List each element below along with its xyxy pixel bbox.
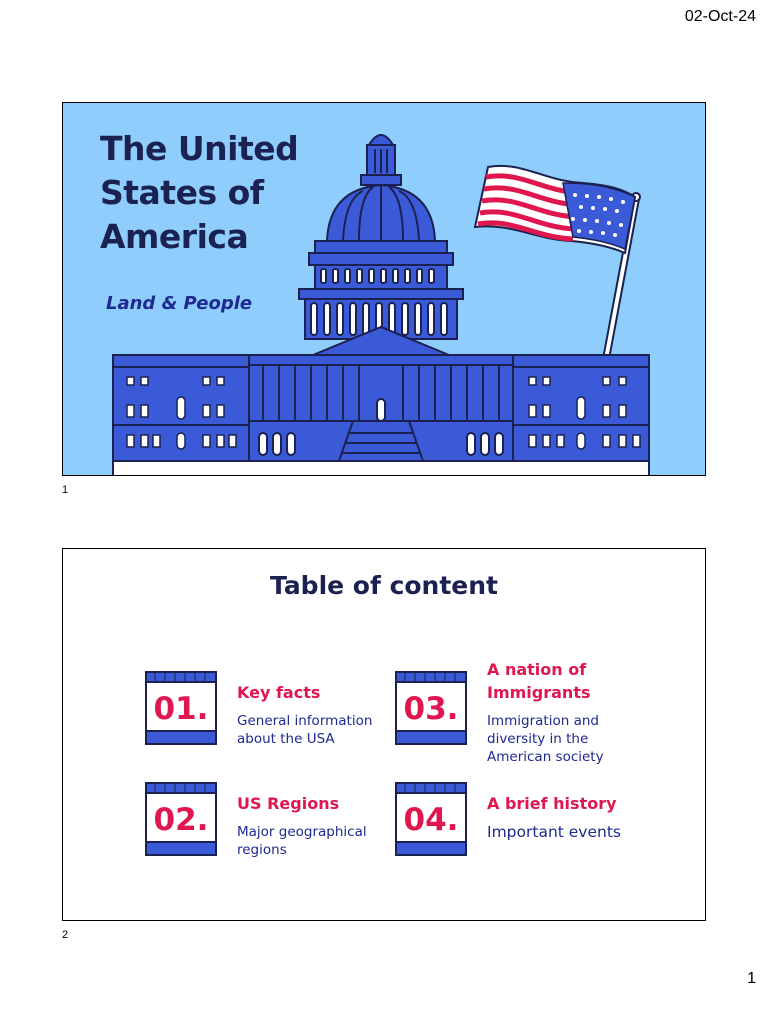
calendar-badge-icon (145, 671, 217, 745)
slide-number-2: 2 (62, 929, 69, 941)
toc-desc-01: General information about the USA (237, 713, 373, 747)
toc-title-03: A nation of Immigrants (487, 660, 591, 702)
page-number: 1 (747, 970, 756, 987)
toc-title-04: A brief history (487, 794, 617, 813)
slide-title (62, 102, 706, 476)
toc-desc-03: Immigration and diversity in the American society (487, 713, 604, 765)
toc-num-03: 03. (403, 691, 459, 727)
slide-subtitle: Land & People (106, 293, 253, 314)
toc-desc-04: Important events (487, 823, 621, 841)
header-date: 02-Oct-24 (684, 8, 756, 25)
toc-num-04: 04. (403, 802, 459, 838)
toc-title-02: US Regions (237, 794, 340, 813)
calendar-badge-icon (395, 671, 467, 745)
toc-title-01: Key facts (237, 683, 321, 702)
toc-num-02: 02. (153, 802, 209, 838)
slide-toc (62, 548, 706, 921)
toc-num-01: 01. (153, 691, 209, 727)
toc-desc-02: Major geographical regions (237, 824, 367, 858)
toc-heading: Table of content (269, 571, 499, 600)
calendar-badge-icon (395, 782, 467, 856)
flag-icon (475, 166, 640, 359)
slide-title-heading: The United States of America (100, 129, 299, 256)
slide-number-1: 1 (62, 484, 69, 496)
calendar-badge-icon (145, 782, 217, 856)
capitol-building (113, 327, 649, 476)
